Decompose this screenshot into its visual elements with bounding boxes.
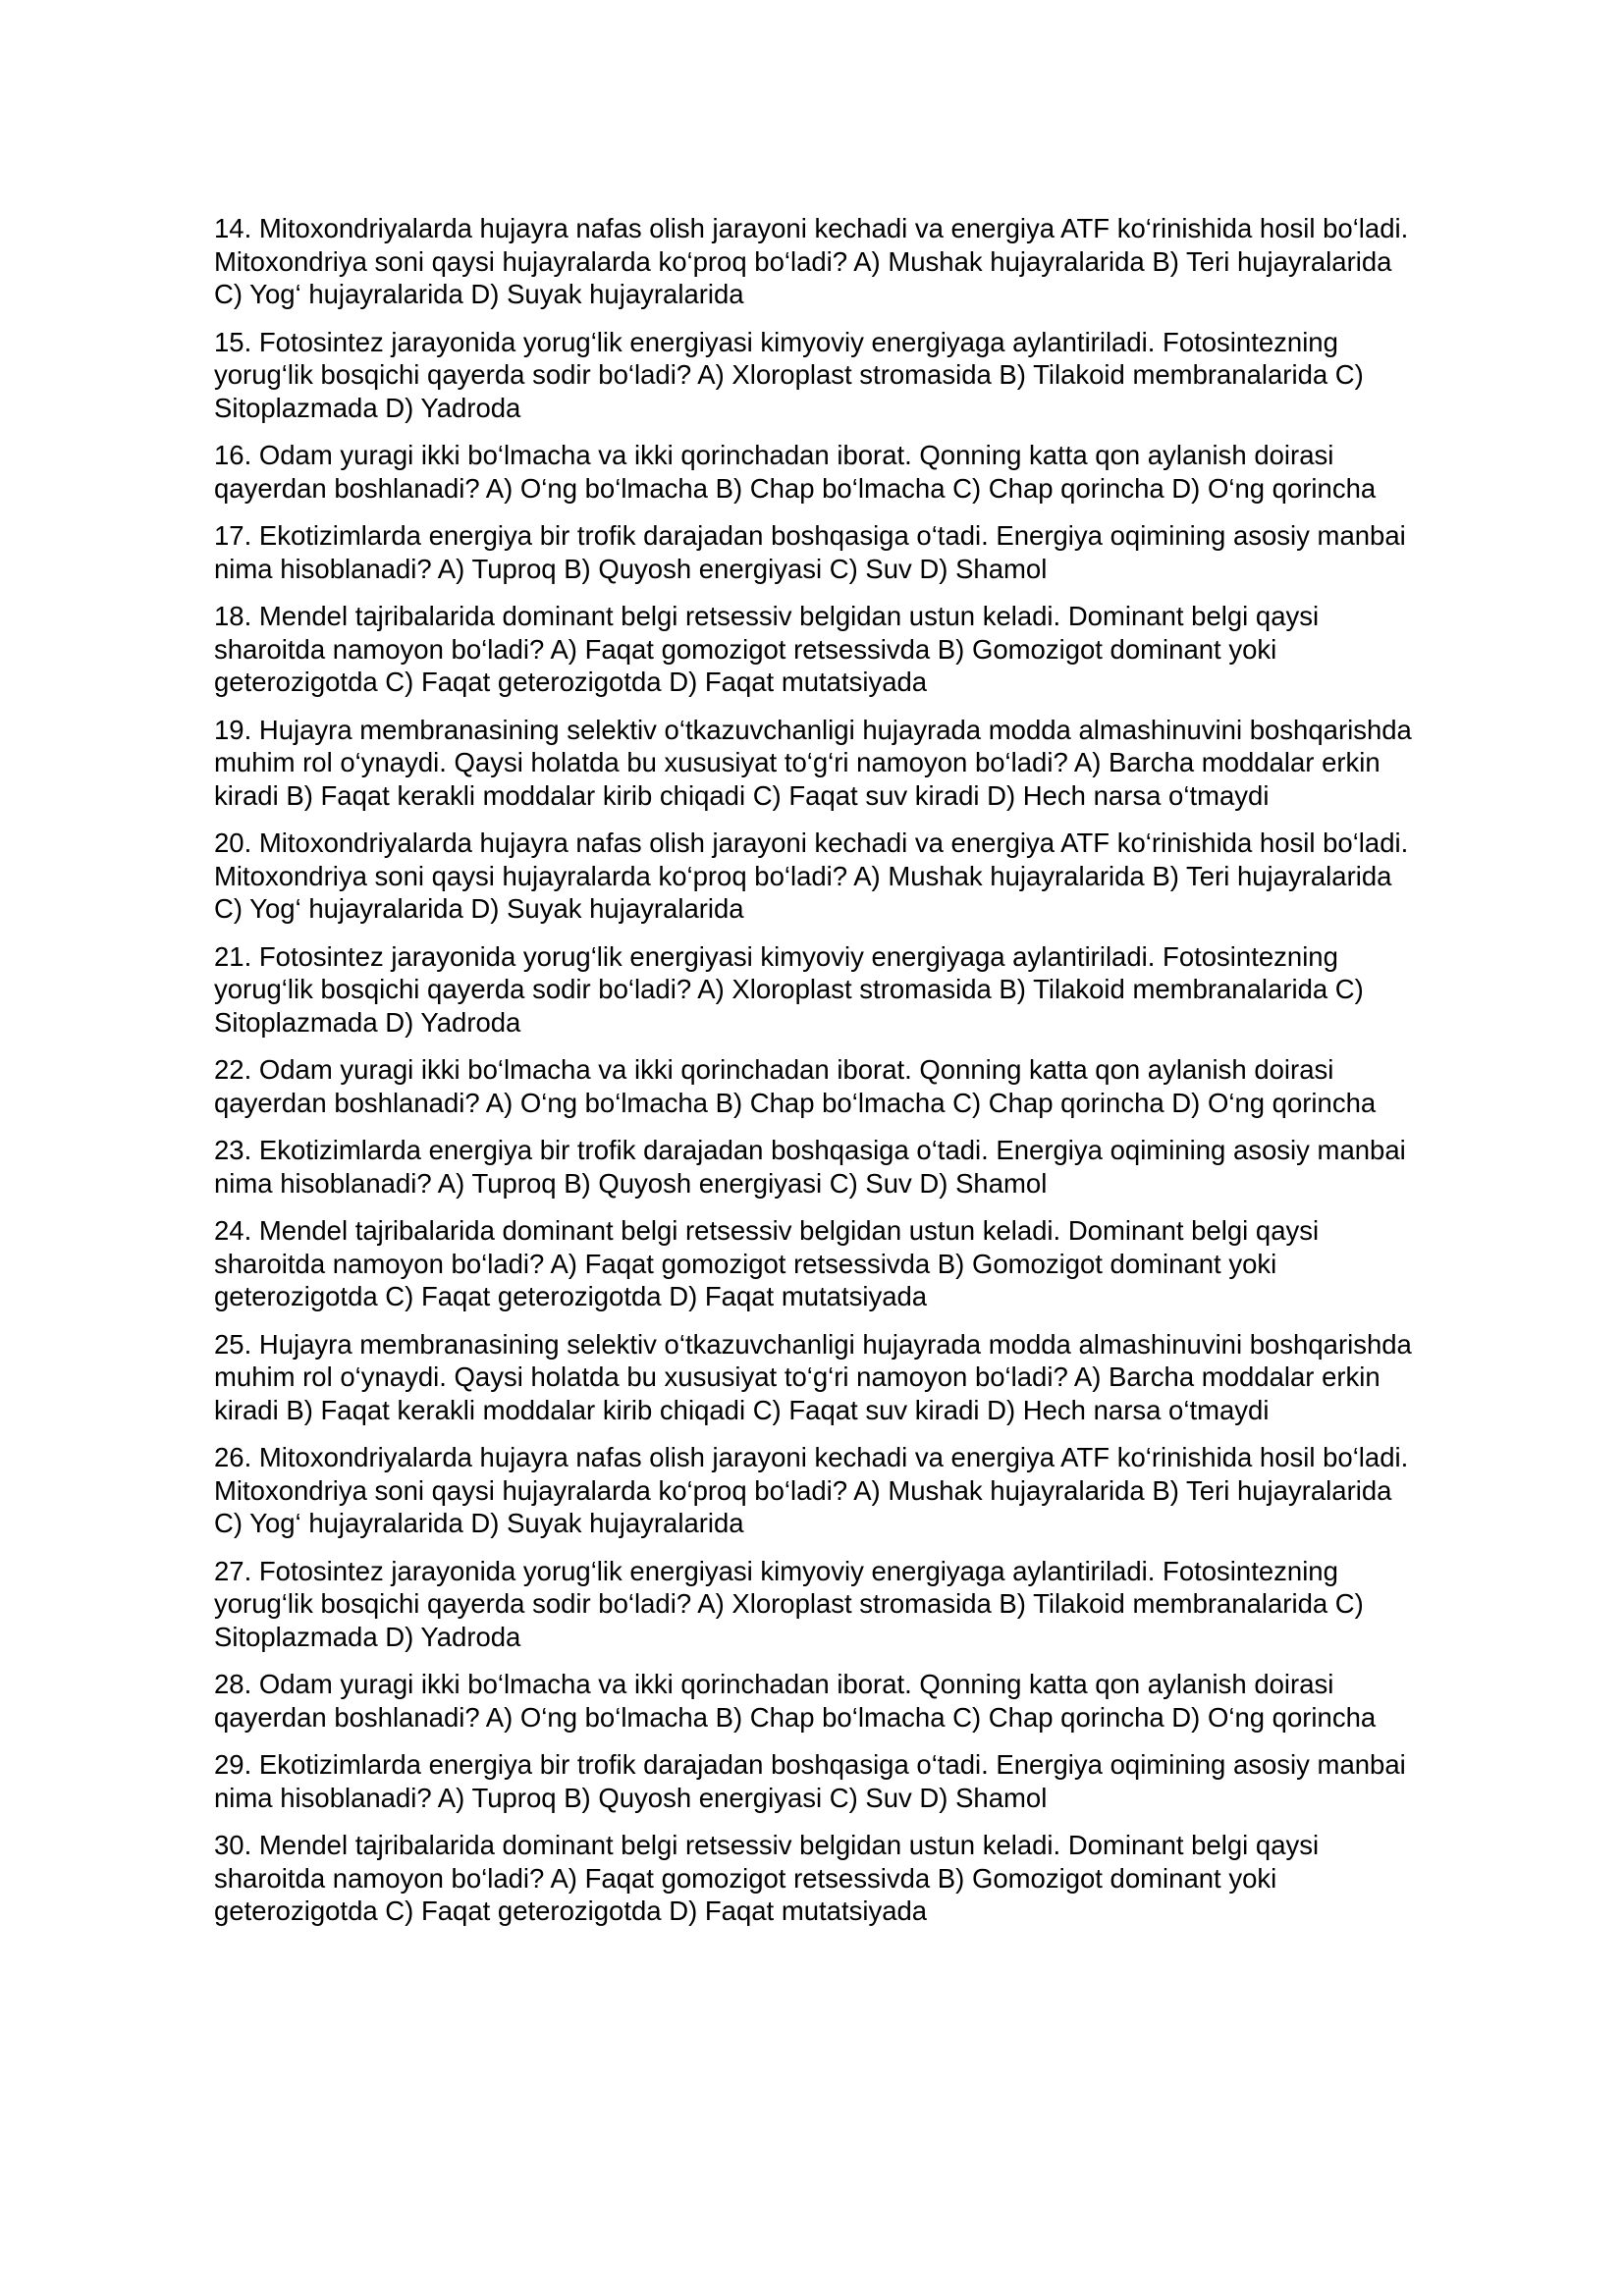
question-25: 25. Hujayra membranasining selektiv o‘tkazuvchanligi hujayrada modda almashinuvini boshqarishda muhim rol o‘ynaydi. Qaysi holatda bu xususiyat to‘g‘ri namoyon bo‘ladi? A) Barcha moddalar erkin kiradi B) Faqat kerakli moddalar kirib chiqadi C) Faqat suv kiradi D) Hech narsa o‘tmaydi — [214, 1328, 1412, 1425]
question-26: 26. Mitoxondriyalarda hujayra nafas olish jarayoni kechadi va energiya ATF ko‘rinishida hosil bo‘ladi. Mitoxondriya soni qaysi hujayralarda ko‘proq bo‘ladi? A) Mushak hujayralarida B) Teri hujayralarida C) Yog‘ hujayralarida D) Suyak hujayralarida — [214, 1442, 1409, 1538]
question-23: 23. Ekotizimlarda energiya bir trofik darajadan boshqasiga o‘tadi. Energiya oqimining asosiy manbai nima hisoblanadi? A) Tuproq B) Quyosh energiyasi C) Suv D) Shamol — [214, 1135, 1406, 1199]
question-27: 27. Fotosintez jarayonida yorug‘lik energiyasi kimyoviy energiyaga aylantiriladi. Fotosintezning yorug‘lik bosqichi qayerda sodir bo‘ladi? A) Xloroplast stromasida B) Tilakoid membranalarida C) Sitoplazmada D) Yadroda — [214, 1555, 1364, 1652]
question-28: 28. Odam yuragi ikki bo‘lmacha va ikki qorinchadan iborat. Qonning katta qon aylanish doirasi qayerdan boshlanadi? A) O‘ng bo‘lmacha B) Chap bo‘lmacha C) Chap qorincha D) O‘ng qorincha — [214, 1669, 1377, 1733]
question-22: 22. Odam yuragi ikki bo‘lmacha va ikki qorinchadan iborat. Qonning katta qon aylanish doirasi qayerdan boshlanadi? A) O‘ng bo‘lmacha B) Chap bo‘lmacha C) Chap qorincha D) O‘ng qorincha — [214, 1054, 1377, 1118]
question-18: 18. Mendel tajribalarida dominant belgi retsessiv belgidan ustun keladi. Dominant belgi qaysi sharoitda namoyon bo‘ladi? A) Faqat gomozigot retsessivda B) Gomozigot dominant yoki geterozigotda C) Faqat geterozigotda D) Faqat mutatsiyada — [214, 601, 1320, 697]
document-page — [214, 212, 1412, 1943]
question-17: 17. Ekotizimlarda energiya bir trofik darajadan boshqasiga o‘tadi. Energiya oqimining asosiy manbai nima hisoblanadi? A) Tuproq B) Quyosh energiyasi C) Suv D) Shamol — [214, 520, 1406, 584]
question-29: 29. Ekotizimlarda energiya bir trofik darajadan boshqasiga o‘tadi. Energiya oqimining asosiy manbai nima hisoblanadi? A) Tuproq B) Quyosh energiyasi C) Suv D) Shamol — [214, 1749, 1406, 1813]
question-14: 14. Mitoxondriyalarda hujayra nafas olish jarayoni kechadi va energiya ATF ko‘rinishida hosil bo‘ladi. Mitoxondriya soni qaysi hujayralarda ko‘proq bo‘ladi? A) Mushak hujayralarida B) Teri hujayralarida C) Yog‘ hujayralarida D) Suyak hujayralarida — [214, 213, 1409, 309]
question-21: 21. Fotosintez jarayonida yorug‘lik energiyasi kimyoviy energiyaga aylantiriladi. Fotosintezning yorug‘lik bosqichi qayerda sodir bo‘ladi? A) Xloroplast stromasida B) Tilakoid membranalarida C) Sitoplazmada D) Yadroda — [214, 940, 1364, 1038]
question-15: 15. Fotosintez jarayonida yorug‘lik energiyasi kimyoviy energiyaga aylantiriladi. Fotosintezning yorug‘lik bosqichi qayerda sodir bo‘ladi? A) Xloroplast stromasida B) Tilakoid membranalarida C) Sitoplazmada D) Yadroda — [214, 326, 1364, 423]
question-16: 16. Odam yuragi ikki bo‘lmacha va ikki qorinchadan iborat. Qonning katta qon aylanish doirasi qayerdan boshlanadi? A) O‘ng bo‘lmacha B) Chap bo‘lmacha C) Chap qorincha D) O‘ng qorincha — [214, 440, 1377, 504]
question-20: 20. Mitoxondriyalarda hujayra nafas olish jarayoni kechadi va energiya ATF ko‘rinishida hosil bo‘ladi. Mitoxondriya soni qaysi hujayralarda ko‘proq bo‘ladi? A) Mushak hujayralarida B) Teri hujayralarida C) Yog‘ hujayralarida D) Suyak hujayralarida — [214, 828, 1409, 924]
question-30: 30. Mendel tajribalarida dominant belgi retsessiv belgidan ustun keladi. Dominant belgi qaysi sharoitda namoyon bo‘ladi? A) Faqat gomozigot retsessivda B) Gomozigot dominant yoki geterozigotda C) Faqat geterozigotda D) Faqat mutatsiyada — [214, 1830, 1320, 1926]
question-24: 24. Mendel tajribalarida dominant belgi retsessiv belgidan ustun keladi. Dominant belgi qaysi sharoitda namoyon bo‘ladi? A) Faqat gomozigot retsessivda B) Gomozigot dominant yoki geterozigotda C) Faqat geterozigotda D) Faqat mutatsiyada — [214, 1215, 1320, 1311]
question-19: 19. Hujayra membranasining selektiv o‘tkazuvchanligi hujayrada modda almashinuvini boshqarishda muhim rol o‘ynaydi. Qaysi holatda bu xususiyat to‘g‘ri namoyon bo‘ladi? A) Barcha moddalar erkin kiradi B) Faqat kerakli moddalar kirib chiqadi C) Faqat suv kiradi D) Hech narsa o‘tmaydi — [214, 714, 1412, 811]
